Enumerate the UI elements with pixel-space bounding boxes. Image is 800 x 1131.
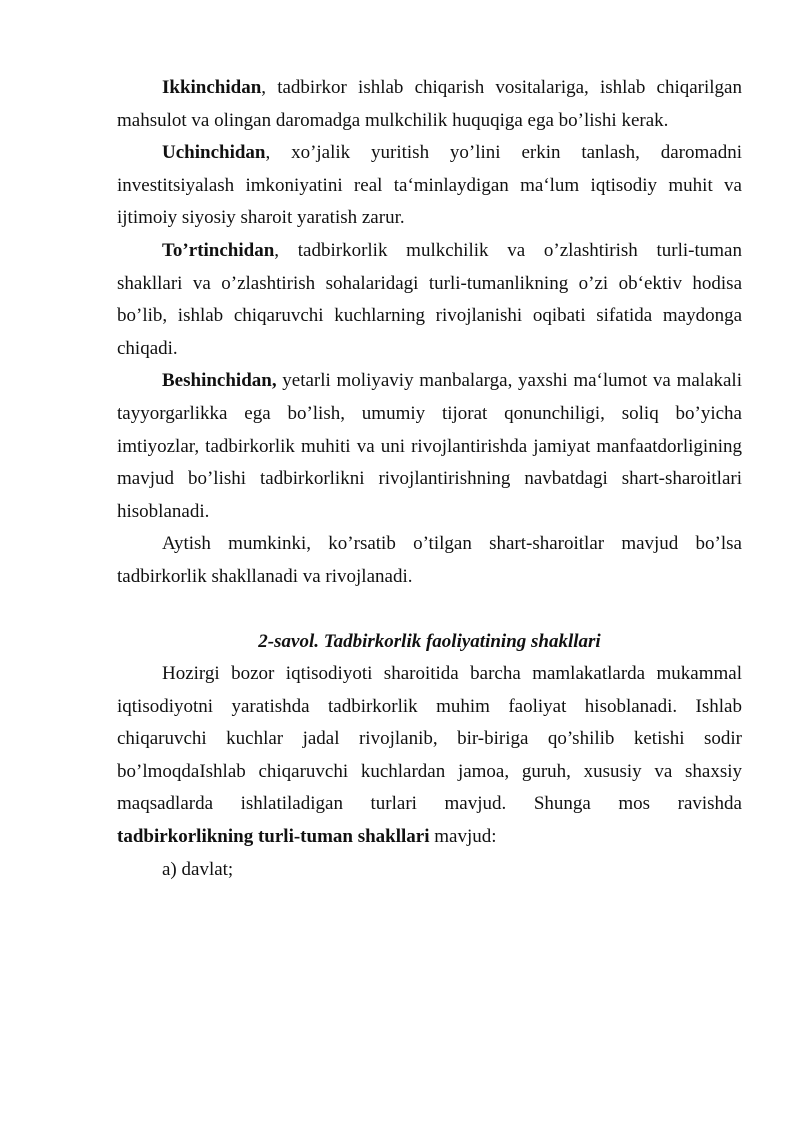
paragraph-hozirgi: [117, 658, 742, 854]
paragraph-lead: To’rtinchidan: [162, 239, 275, 261]
paragraph-text: , tadbirkor ishlab chiqarish vositalariga, ishlab chiqarilgan mahsulot va olingan daromadga mulkchilik huquqiga ega bo’lishi kerak.: [117, 77, 742, 131]
list-item: a) davlat;: [162, 858, 234, 880]
paragraph-tortinchidan: [117, 235, 742, 365]
paragraph-lead: Uchinchidan: [162, 142, 266, 164]
paragraph-lead: Beshinchidan,: [162, 370, 277, 392]
paragraph-text: yetarli moliyaviy manbalarga, yaxshi ma‘lumot va malakali tayyorgarlikka ega bo’lish, umumiy tijorat qonunchiligi, soliq bo’yicha imtiyozlar, tadbirkorlik muhiti va uni rivojlantirishda jamiyat manfaatdorligining mavjud bo’lishi tadbirkorlikni rivojlantirishning navbatdagi shart-sharoitlari hisoblanadi.: [117, 370, 742, 522]
paragraph-emphasis: tadbirkorlikning turli-tuman shakllari: [117, 826, 430, 848]
paragraph-ikkinchidan: [117, 72, 742, 137]
paragraph-text: Hozirgi bozor iqtisodiyoti sharoitida barcha mamlakatlarda mukammal iqtisodiyotni yaratishda tadbirkorlik muhim faoliyat hisoblanadi. Ishlab chiqaruvchi kuchlar jadal rivojlanib, bir-biriga qo’shilib ketishi sodir bo’lmoqdaIshlab chiqaruvchi kuchlardan jamoa, guruh, xususiy va shaxsiy maqsadlarda ishlatiladigan turlari mavjud. Shunga mos ravishda: [117, 663, 742, 815]
paragraph-conclusion: [117, 528, 742, 593]
paragraph-text: Aytish mumkinki, ko’rsatib o’tilgan shart-sharoitlar mavjud bo’lsa tadbirkorlik shakllanadi va rivojlanadi.: [117, 533, 742, 587]
section-spacer: [117, 594, 742, 626]
paragraph-lead: Ikkinchidan: [162, 77, 262, 98]
section-heading: 2-savol. Tadbirkorlik faoliyatining shakllari: [258, 630, 601, 652]
document-body: [117, 72, 742, 886]
paragraph-text: , tadbirkorlik mulkchilik va o’zlashtirish turli-tuman shakllari va o’zlashtirish sohalaridagi turli-tumanlikning o’zi ob‘ektiv hodisa bo’lib, ishlab chiqaruvchi kuchlarning rivojlanishi oqibati sifatida maydonga chiqadi.: [117, 239, 742, 359]
paragraph-text-end: mavjud:: [429, 826, 497, 848]
paragraph-beshinchidan: [117, 365, 742, 528]
paragraph-uchinchidan: [117, 137, 742, 235]
paragraph-text: , xo’jalik yuritish yo’lini erkin tanlash, daromadni investitsiyalash imkoniyatini real ta‘minlaydigan ma‘lum iqtisodiy muhit va ijtimoiy siyosiy sharoit yaratish zarur.: [117, 142, 742, 229]
